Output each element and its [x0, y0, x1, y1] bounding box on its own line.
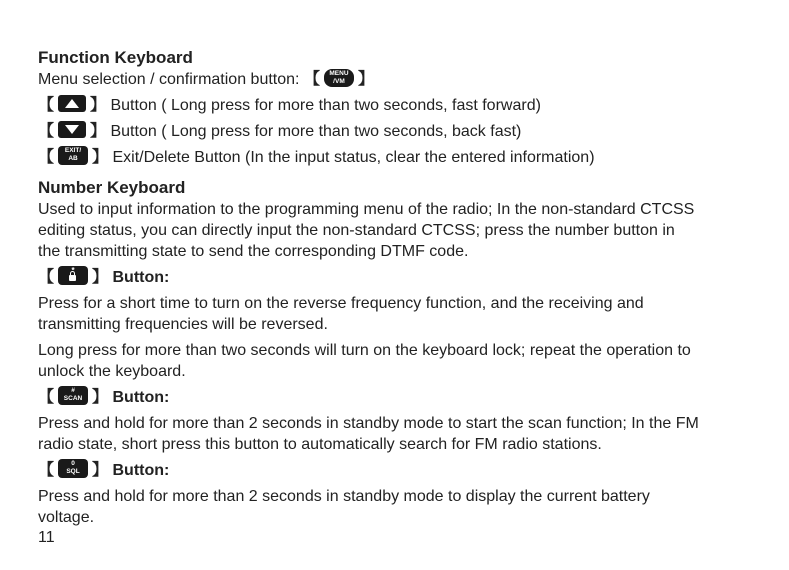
hash-scan-key-icon: [58, 386, 88, 405]
exit-key-text: Exit/Delete Button (In the input status, clear the entered information): [112, 149, 595, 166]
star-lock-key-icon: [58, 266, 88, 285]
zero-key-bottom-label: SQL: [66, 468, 80, 476]
bracket-close: 】: [92, 462, 109, 479]
star-desc-1a: Press for a short time to turn on the reverse frequency function, and the receiving and: [38, 295, 644, 312]
up-arrow-key-icon: [58, 95, 86, 112]
hash-desc-2: radio state, short press this button to automatically search for FM radio stations.: [38, 436, 602, 453]
star-desc-2b: unlock the keyboard.: [38, 363, 186, 380]
up-key-text: Button ( Long press for more than two seconds, fast forward): [110, 97, 541, 114]
page-number: 11: [38, 529, 55, 546]
bracket-open: 【: [38, 149, 55, 166]
exit-key-top-label: EXIT/: [64, 147, 82, 155]
bracket-close: 】: [92, 149, 109, 166]
up-triangle-icon: [65, 99, 79, 108]
hash-key-bottom-label: SCAN: [63, 395, 83, 403]
star-key-label: Button:: [112, 269, 170, 286]
menu-confirm-line: [38, 69, 758, 90]
zero-sql-key-icon: [58, 459, 88, 478]
hash-desc-1: Press and hold for more than 2 seconds in standby mode to start the scan function; In the FM: [38, 415, 699, 432]
star-desc-1b: transmitting frequencies will be reversed.: [38, 316, 328, 333]
bracket-open: 【: [38, 389, 55, 406]
menu-confirm-text: Menu selection / confirmation button:: [38, 71, 300, 88]
bracket-close: 】: [92, 389, 109, 406]
lock-icon: [69, 275, 76, 281]
function-keyboard-heading: Function Keyboard: [38, 48, 193, 67]
zero-desc-2: voltage.: [38, 509, 95, 526]
number-keyboard-heading: Number Keyboard: [38, 178, 186, 197]
menu-vm-key-icon: [324, 69, 354, 87]
zero-key-top-label: 0: [71, 460, 75, 468]
star-key-line: [38, 267, 758, 288]
exit-key-line: [38, 147, 758, 168]
zero-key-line: [38, 460, 758, 481]
hash-key-top-label: #: [71, 387, 75, 395]
bracket-close: 】: [92, 269, 109, 286]
up-key-line: [38, 95, 758, 116]
menu-key-top-label: MENU: [329, 69, 349, 77]
down-arrow-key-icon: [58, 121, 86, 138]
manual-page: [38, 47, 758, 528]
exit-ab-key-icon: [58, 146, 88, 165]
bracket-open: 【: [38, 97, 55, 114]
down-key-line: [38, 121, 758, 142]
bracket-close: 】: [90, 97, 107, 114]
bracket-open: 【: [303, 71, 320, 88]
intro-line-3: the transmitting state to send the corresponding DTMF code.: [38, 243, 469, 260]
exit-key-bottom-label: AB: [68, 155, 78, 163]
hash-key-line: [38, 387, 758, 408]
intro-line-2: editing status, you can directly input the non-standard CTCSS; press the number button in: [38, 222, 675, 239]
hash-key-label: Button:: [112, 389, 170, 406]
bracket-open: 【: [38, 462, 55, 479]
bracket-close: 】: [90, 123, 107, 140]
bracket-close: 】: [357, 71, 374, 88]
down-triangle-icon: [65, 125, 79, 134]
down-key-text: Button ( Long press for more than two seconds, back fast): [110, 123, 522, 140]
intro-line-1: Used to input information to the programming menu of the radio; In the non-standard CTCSS: [38, 201, 695, 218]
menu-key-bottom-label: /VM: [333, 77, 345, 85]
bracket-open: 【: [38, 269, 55, 286]
zero-desc-1: Press and hold for more than 2 seconds in standby mode to display the current battery: [38, 488, 650, 505]
star-desc-2a: Long press for more than two seconds will turn on the keyboard lock; repeat the operation to: [38, 342, 691, 359]
bracket-open: 【: [38, 123, 55, 140]
zero-key-label: Button:: [112, 462, 170, 479]
